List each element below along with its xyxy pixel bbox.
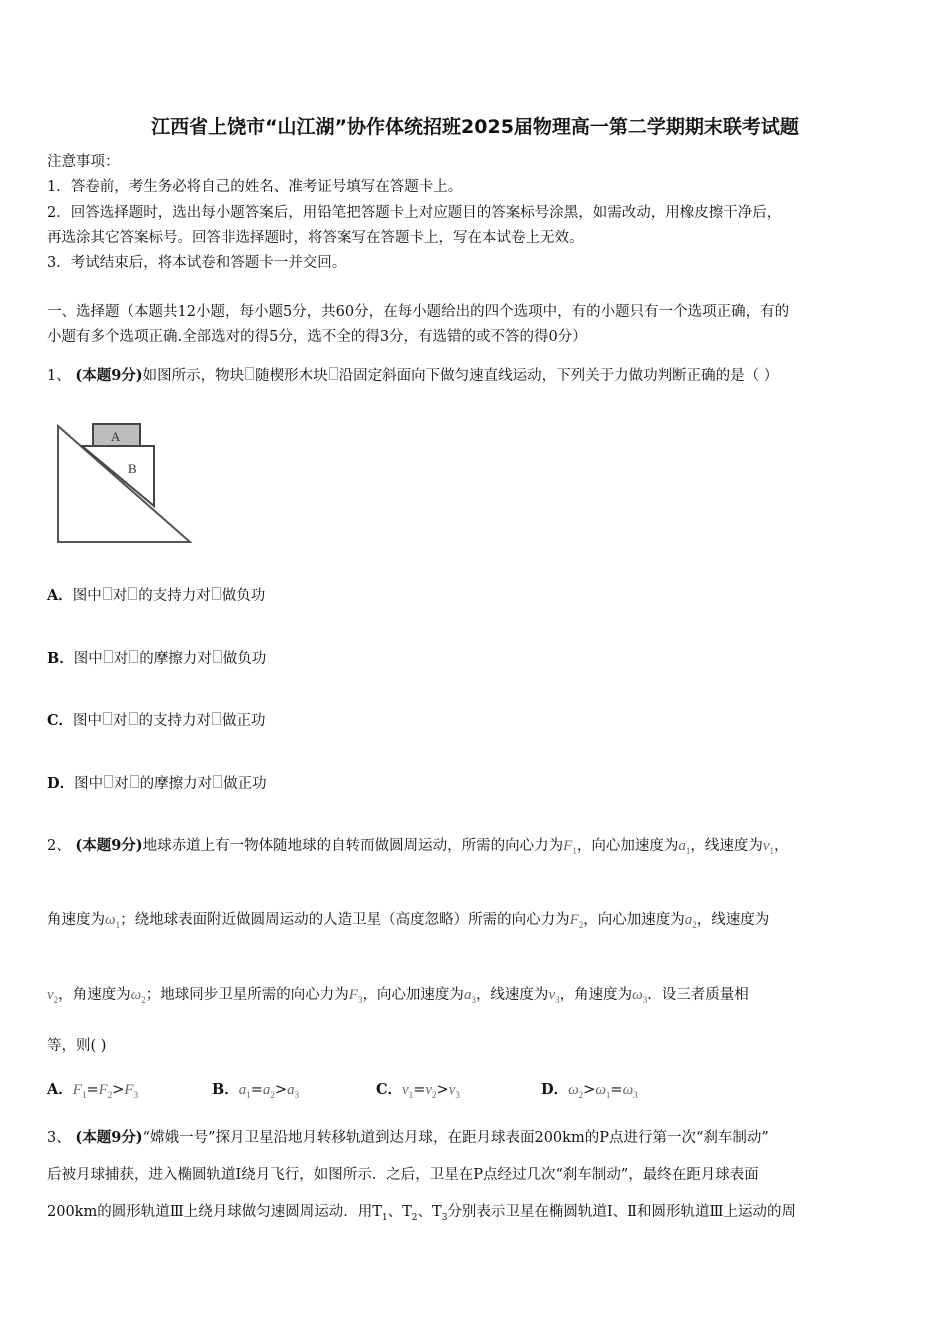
notice-heading: 注意事项： <box>47 154 120 170</box>
option-text: 的支持力对 <box>138 713 212 729</box>
symbol-v2: $v_2$ <box>47 987 59 1005</box>
option-text: 的摩擦力对 <box>139 776 213 792</box>
symbol-v1: $v_1$ <box>762 838 774 856</box>
block-a-label: A <box>111 429 121 444</box>
question-2-line-2 <box>47 910 769 935</box>
option-text: 做负功 <box>222 651 267 667</box>
symbol-f3: $F_3$ <box>348 987 363 1005</box>
question-1-stem <box>47 366 778 386</box>
symbol-a1: $a_1$ <box>678 838 691 856</box>
stem-text: 沿固定斜面向下做匀速直线运动，下列关于力做功判断正确的是（ ） <box>338 368 779 384</box>
missing-glyph-icon <box>245 367 254 380</box>
stem-text: 、T <box>417 1204 442 1220</box>
symbol-w3: $\omega_3$ <box>632 987 648 1005</box>
option-d[interactable] <box>47 774 267 794</box>
question-3-line-2: 后被月球捕获，进入椭圆轨道Ⅰ绕月飞行，如图所示．之后，卫星在P点经过几次“刹车制动”，最终在距月球表面 <box>47 1167 759 1183</box>
option-text: 图中 <box>73 651 103 667</box>
stem-text: 角速度为 <box>47 912 105 928</box>
option-text: 做负功 <box>221 588 266 604</box>
option-text: 图中 <box>73 713 103 729</box>
stem-text: ， <box>774 838 789 854</box>
question-2-line-3 <box>47 985 749 1010</box>
option-text: 做正功 <box>223 776 267 792</box>
stem-text: ，角速度为 <box>58 987 131 1003</box>
missing-glyph-icon <box>103 712 112 725</box>
stem-text: 200km的圆形轨道Ⅲ上绕月球做匀速圆周运动．用T <box>47 1204 382 1220</box>
missing-glyph-icon <box>104 650 113 663</box>
notice-item: 再选涂其它答案标号。回答非选择题时，将答案写在答题卡上，写在本试卷上无效。 <box>47 230 584 246</box>
option-text: 的摩擦力对 <box>139 651 212 667</box>
option-label: C． <box>376 1081 403 1098</box>
question-3-line-1 <box>47 1128 769 1148</box>
question-number: 3、 <box>47 1130 71 1146</box>
option-label: A． <box>47 587 73 604</box>
block-b-label: B <box>128 461 137 476</box>
option-text: 图中 <box>74 776 104 792</box>
option-text: 对 <box>114 776 129 792</box>
block-b <box>82 446 154 506</box>
symbol-w2: $\omega_2$ <box>130 987 146 1005</box>
stem-text: ，向心加速度为 <box>576 838 679 854</box>
stem-text: 如图所示，物块 <box>142 368 245 384</box>
option-c[interactable] <box>47 711 266 731</box>
stem-text: ．设三者质量相 <box>647 987 749 1003</box>
question-number: 1、 <box>47 368 71 384</box>
question-2-line-4: 等，则( ) <box>47 1038 107 1054</box>
question-number: 2、 <box>47 838 71 854</box>
symbol-f2: $F_2$ <box>569 912 584 930</box>
option-label: A． <box>47 1081 73 1098</box>
option-text: 图中 <box>72 588 102 604</box>
notice-item: 3．考试结束后，将本试卷和答题卡一并交回。 <box>47 255 347 271</box>
option-label: B． <box>47 650 74 667</box>
symbol-a3: $a_3$ <box>463 987 476 1005</box>
missing-glyph-icon <box>129 712 138 725</box>
stem-text: ，线速度为 <box>696 912 770 928</box>
option-label: C． <box>47 712 74 729</box>
option-label: B． <box>212 1081 239 1098</box>
question-2-line-1 <box>47 836 789 861</box>
stem-text: ；地球同步卫星所需的向心力为 <box>145 987 349 1003</box>
page-title: 江西省上饶市“山江湖”协作体统招班2025届物理高一第二学期期末联考试题 <box>151 116 799 138</box>
option-d[interactable]: D．$\omega_2>\omega_1=\omega_3$ <box>541 1081 638 1100</box>
stem-text: 地球赤道上有一物体随地球的自转而做圆周运动，所需的向心力为 <box>142 838 564 854</box>
option-text: 对 <box>112 588 128 604</box>
stem-text: 随楔形木块 <box>255 368 328 384</box>
option-label: D． <box>541 1081 569 1098</box>
wedge-figure <box>52 418 197 548</box>
missing-glyph-icon <box>103 587 112 600</box>
missing-glyph-icon <box>129 650 138 663</box>
missing-glyph-icon <box>213 775 222 788</box>
option-b[interactable] <box>47 649 266 669</box>
option-c[interactable]: C．$v_1=v_2>v_3$ <box>376 1081 460 1100</box>
option-label: D． <box>47 775 75 792</box>
symbol-w1: $\omega_1$ <box>105 912 121 930</box>
missing-glyph-icon <box>212 712 221 725</box>
question-score: (本题9分) <box>75 367 143 384</box>
stem-text: ，向心加速度为 <box>362 987 464 1003</box>
stem-text: ；绕地球表面附近做圆周运动的人造卫星（高度忽略）所需的向心力为 <box>120 912 570 928</box>
option-b[interactable]: B．$a_1=a_2>a_3$ <box>212 1081 300 1100</box>
notice-item: 1．答卷前，考生务必将自己的姓名、准考证号填写在答题卡上。 <box>47 179 463 195</box>
section-heading-line: 小题有多个选项正确.全部选对的得5分，选不全的得3分，有选错的或不答的得0分） <box>47 329 587 345</box>
stem-text: 分别表示卫星在椭圆轨道Ⅰ、Ⅱ和圆形轨道Ⅲ上运动的周 <box>447 1204 796 1220</box>
missing-glyph-icon <box>213 650 222 663</box>
stem-text: “嫦娥一号”探月卫星沿地月转移轨道到达月球，在距月球表面200km的P点进行第一次“刹车制动” <box>142 1130 769 1146</box>
option-text: 对 <box>113 651 129 667</box>
missing-glyph-icon <box>329 367 338 380</box>
question-score: (本题9分) <box>75 837 143 854</box>
symbol-f1: $F_1$ <box>563 838 577 856</box>
section-heading-line: 一、选择题（本题共12小题，每小题5分，共60分，在每小题给出的四个选项中，有的小题只有一个选项正确，有的 <box>47 304 790 320</box>
option-a[interactable] <box>47 586 265 606</box>
stem-text: ，角速度为 <box>559 987 633 1003</box>
notice-item: 2．回答选择题时，选出每小题答案后，用铅笔把答题卡上对应题目的答案标号涂黑，如需改动，用橡皮擦干净后， <box>47 205 782 221</box>
missing-glyph-icon <box>130 775 139 788</box>
stem-text: 、T <box>387 1204 412 1220</box>
option-text: 做正功 <box>222 713 266 729</box>
missing-glyph-icon <box>104 775 113 788</box>
stem-text: ，向心加速度为 <box>583 912 685 928</box>
option-text: 的支持力对 <box>138 588 211 604</box>
option-text: 对 <box>113 713 128 729</box>
symbol-a2: $a_2$ <box>684 912 697 930</box>
stem-text: ，线速度为 <box>690 838 763 854</box>
symbol-v3: $v_3$ <box>548 987 560 1005</box>
missing-glyph-icon <box>212 587 221 600</box>
option-a[interactable]: A．$F_1=F_2>F_3$ <box>47 1081 139 1100</box>
stem-text: ，线速度为 <box>475 987 549 1003</box>
question-score: (本题9分) <box>75 1129 143 1146</box>
question-3-line-3: 200km的圆形轨道Ⅲ上绕月球做匀速圆周运动．用$T_1$、$T_2$、$T_3$分别表示卫星在椭圆轨道Ⅰ、Ⅱ和圆形轨道Ⅲ上运动的周 <box>47 1204 796 1223</box>
missing-glyph-icon <box>128 587 137 600</box>
